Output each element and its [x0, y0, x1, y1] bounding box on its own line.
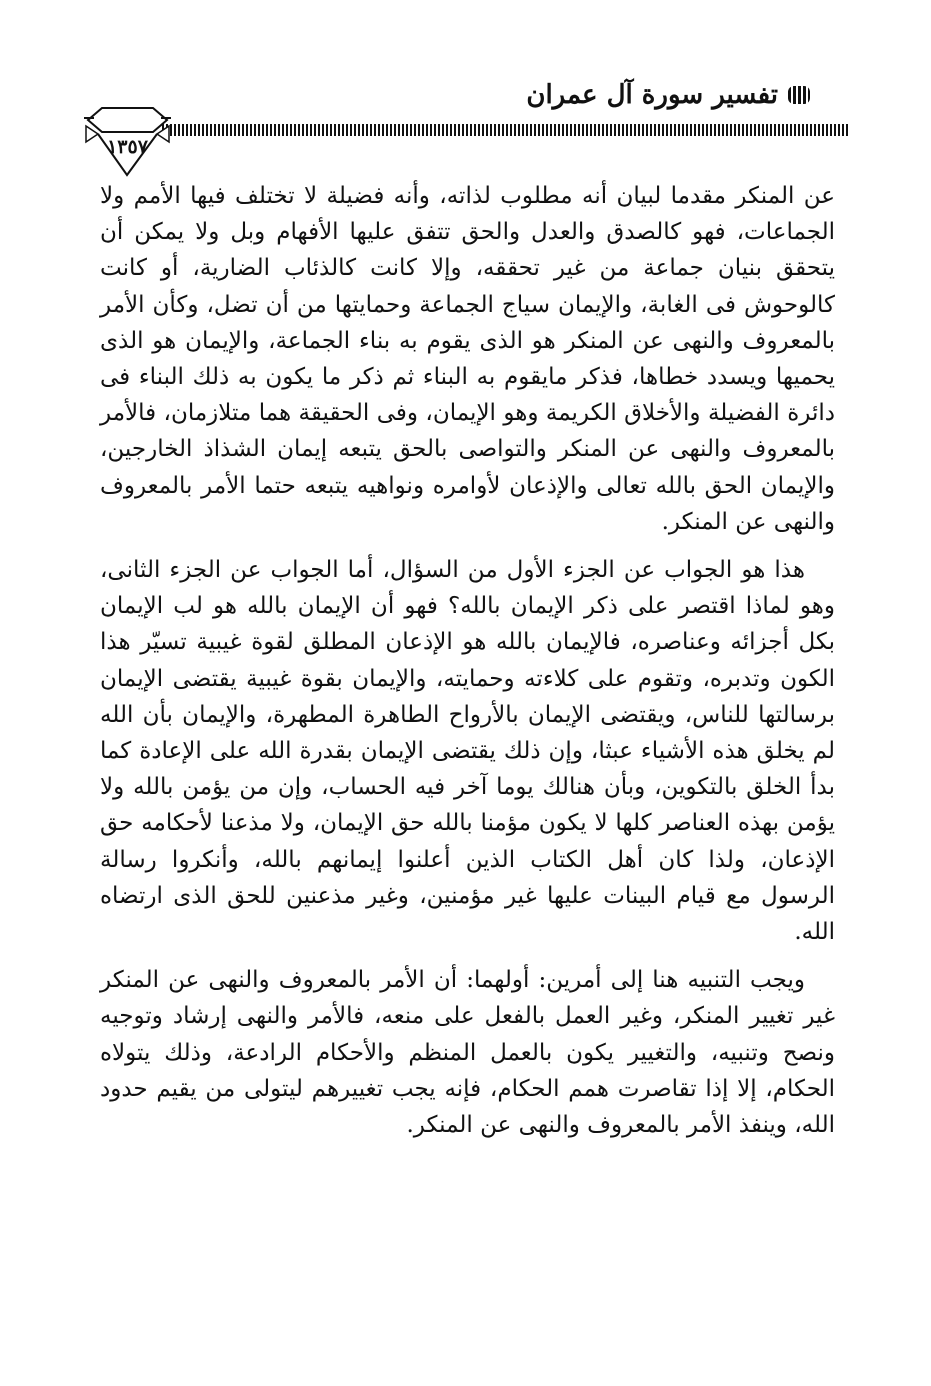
paragraph-1: عن المنكر مقدما لبيان أنه مطلوب لذاته، وأنه فضيلة لا تختلف فيها الأمم ولا الجماعات، فهو كالصدق والعدل والحق تتفق عليها الأفهام وبل ولا يمكن أن يتحقق بنيان جماعة من غير تحققه، وإلا كانت كالذئاب الضارية، أو كانت كالوحوش فى الغابة، والإيمان سياج الجماعة وحمايتها من أن تضل، وكأن الأمر بالمعروف والنهى عن المنكر هو الذى يقوم به بناء الجماعة، والإيمان هو الذى يحميها ويسدد خطاها، فذكر مايقوم به البناء ثم ذكر ما يكون به ذلك البناء فى دائرة الفضيلة والأخلاق الكريمة وهو الإيمان، وفى الحقيقة هما متلازمان، فالأمر بالمعروف والنهى عن المنكر والتواصى بالحق يتبعه إيمان الشذاذ الخارجين، والإيمان الحق بالله تعالى والإذعان لأوامره ونواهيه يتبعه حتما الأمر بالمعروف والنهى عن المنكر.	[100, 183, 835, 535]
paragraph-2: هذا هو الجواب عن الجزء الأول من السؤال، أما الجواب عن الجزء الثانى، وهو لماذا اقتصر على ذكر الإيمان بالله؟ فهو أن الإيمان بالله هو لب الإيمان بكل أجزائه وعناصره، فالإيمان بالله هو الإذعان المطلق لقوة غيبية تسيّر هذا الكون وتدبره، وتقوم على كلاءته وحمايته، والإيمان بقوة غيبية يقتضى الإيمان برسالتها للناس، ويقتضى الإيمان بالأرواح الطاهرة المطهرة، والإيمان بأن الله لم يخلق هذه الأشياء عبثا، وإن ذلك يقتضى الإيمان بقدرة الله على الإعادة كما بدأ الخلق بالتكوين، وبأن هنالك يوما آخر فيه الحساب، وإن من يؤمن بالله ولا يؤمن بهذه العناصر كلها لا يكون مؤمنا بالله حق الإيمان، ولا مذعنا لأحكامه حق الإذعان، ولذا كان أهل الكتاب الذين أعلنوا إيمانهم بالله، وأنكروا رسالة الرسول مع قيام البينات عليها غير مؤمنين، وغير مذعنين للحق الذى ارتضاه الله.	[100, 557, 835, 946]
ornament-icon	[788, 86, 810, 104]
paragraph-3: ويجب التنبيه هنا إلى أمرين: أولهما: أن الأمر بالمعروف والنهى عن المنكر غير تغيير المنكر، وغير العمل بالفعل على منعه، فالأمر والنهى إرشاد وتوجيه ونصح وتنبيه، والتغيير يكون بالعمل المنظم والأحكام الرادعة، وذلك يتولاه الحكام، إلا إذا تقاصرت همم الحكام، فإنه يجب تغييرهم ليتولى من يقيم حدود الله، وينفذ الأمر بالمعروف والنهى عن المنكر.	[100, 967, 835, 1139]
header-rule	[162, 124, 850, 136]
page-number-badge	[80, 90, 175, 185]
page-number: ١٣٥٧	[107, 136, 148, 158]
running-title-text: تفسير سورة آل عمران	[526, 80, 778, 110]
running-title	[526, 80, 810, 110]
page-header	[80, 60, 850, 180]
page-body	[100, 178, 835, 1143]
